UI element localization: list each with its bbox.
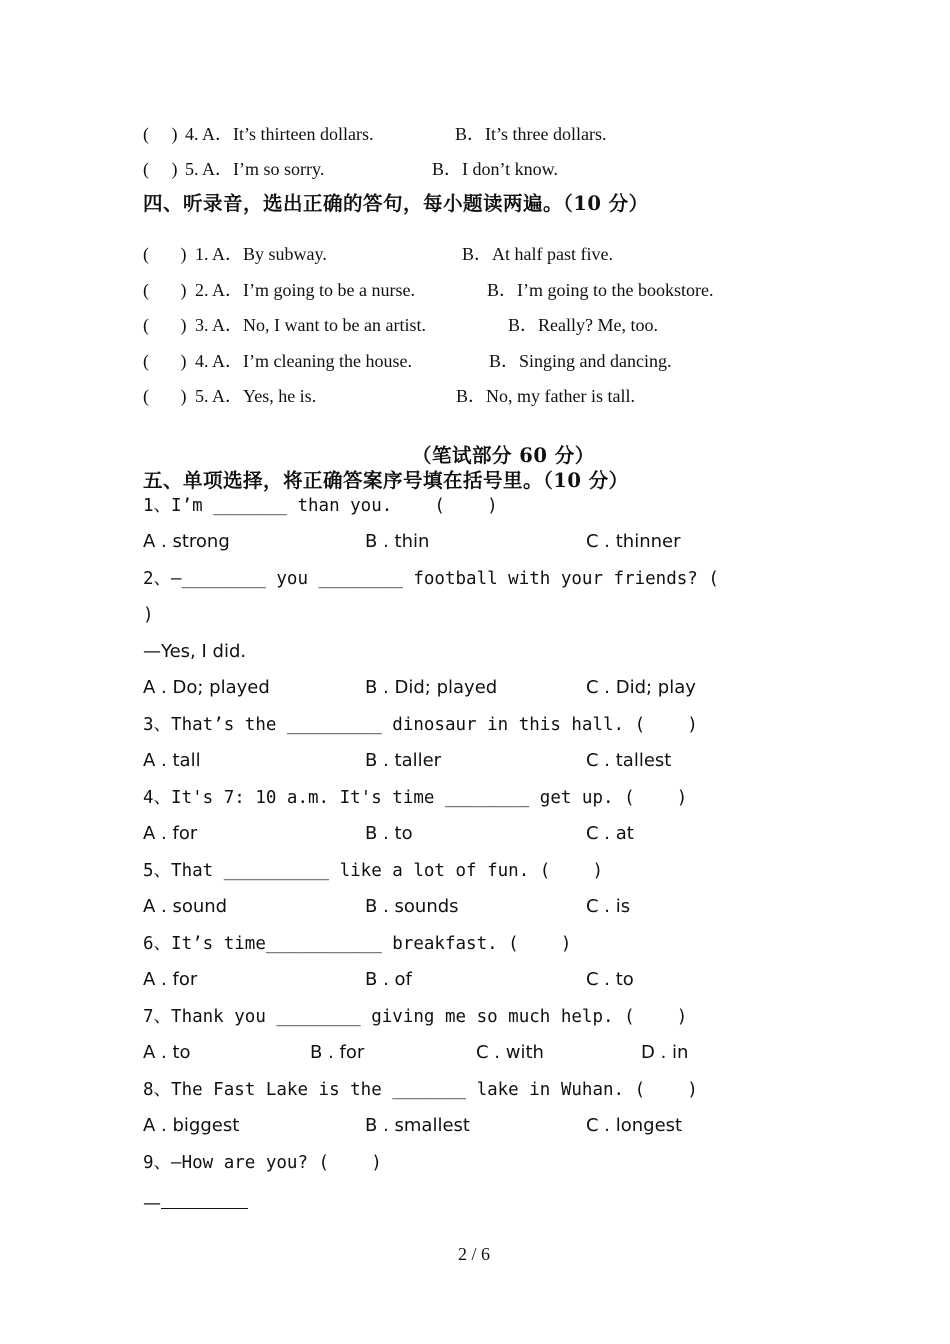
q2-option-b: B . Did; played: [365, 677, 498, 698]
q8-option-a: A . biggest: [143, 1115, 240, 1136]
q2-stem-continued: ): [143, 605, 154, 625]
s4-item-3-option-b: B．Really? Me, too.: [508, 315, 658, 335]
s4-item-2-option-b: B．I’m going to the bookstore.: [487, 280, 714, 300]
written-part-title: （笔试部分 60 分）: [412, 444, 595, 467]
q2-stem: 2、—________ you ________ football with your friends? (: [143, 569, 719, 589]
s4-item-5-option-b: B．No, my father is tall.: [456, 386, 635, 406]
s4-item-1-option-b: B．At half past five.: [462, 244, 613, 264]
s4-item-2-option-a: 2. A．I’m going to be a nurse.: [195, 280, 415, 300]
q5-stem: 5、That __________ like a lot of fun. ( ): [143, 861, 604, 881]
q7-option-b: B . for: [310, 1042, 365, 1063]
q3-option-c: C . tallest: [586, 750, 672, 771]
q5-option-b: B . sounds: [365, 896, 459, 917]
q9-answer-line: [143, 1192, 248, 1213]
s4-item-5-bracket: ( ): [143, 386, 187, 406]
q7-option-a: A . to: [143, 1042, 191, 1063]
s4-item-4-option-a: 4. A．I’m cleaning the house.: [195, 351, 412, 371]
section-5-heading: 五、单项选择，将正确答案序号填在括号里。（10 分）: [143, 469, 629, 492]
q1-option-c: C . thinner: [586, 531, 681, 552]
s4-item-5-option-a: 5. A．Yes, he is.: [195, 386, 317, 406]
q5-option-a: A . sound: [143, 896, 228, 917]
q1-option-b: B . thin: [365, 531, 430, 552]
q4-stem: 4、It's 7: 10 a.m. It's time ________ get up. ( ): [143, 788, 688, 808]
q3-option-a: A . tall: [143, 750, 201, 771]
s4-item-1-option-a: 1. A．By subway.: [195, 244, 327, 264]
listening-item-4-option-a: 4. A．It’s thirteen dollars.: [185, 124, 374, 144]
s4-item-1-bracket: ( ): [143, 244, 187, 264]
listening-item-5-bracket: ( ): [143, 159, 178, 179]
s4-item-2-bracket: ( ): [143, 280, 187, 300]
q2-option-c: C . Did; play: [586, 677, 696, 698]
q6-stem: 6、It’s time___________ breakfast. ( ): [143, 934, 572, 954]
q6-option-b: B . of: [365, 969, 412, 990]
page-number: 2 / 6: [458, 1244, 491, 1264]
q5-option-c: C . is: [586, 896, 631, 917]
q3-stem: 3、That’s the _________ dinosaur in this hall. ( ): [143, 715, 698, 735]
q4-option-a: A . for: [143, 823, 198, 844]
q9-answer-blank: [161, 1192, 248, 1209]
q7-option-c: C . with: [476, 1042, 544, 1063]
listening-item-5-option-a: 5. A．I’m so sorry.: [185, 159, 325, 179]
q1-option-a: A . strong: [143, 531, 230, 552]
q2-answer: —Yes, I did.: [143, 641, 247, 662]
q2-option-a: A . Do; played: [143, 677, 270, 698]
q4-option-b: B . to: [365, 823, 413, 844]
q1-stem: 1、I’m _______ than you. ( ): [143, 496, 498, 516]
q9-stem: 9、—How are you? ( ): [143, 1153, 382, 1173]
listening-item-4-option-b: B．It’s three dollars.: [455, 124, 607, 144]
q7-stem: 7、Thank you ________ giving me so much help. ( ): [143, 1007, 688, 1027]
s4-item-4-bracket: ( ): [143, 351, 187, 371]
q9-answer-dash: —: [143, 1193, 161, 1214]
s4-item-3-option-a: 3. A．No, I want to be an artist.: [195, 315, 426, 335]
s4-item-4-option-b: B．Singing and dancing.: [489, 351, 672, 371]
q8-stem: 8、The Fast Lake is the _______ lake in Wuhan. ( ): [143, 1080, 698, 1100]
listening-item-5-option-b: B．I don’t know.: [432, 159, 558, 179]
section-4-heading: 四、听录音，选出正确的答句，每小题读两遍。（10 分）: [143, 192, 649, 215]
q4-option-c: C . at: [586, 823, 634, 844]
q6-option-c: C . to: [586, 969, 634, 990]
q8-option-b: B . smallest: [365, 1115, 470, 1136]
q7-option-d: D . in: [641, 1042, 689, 1063]
q3-option-b: B . taller: [365, 750, 442, 771]
s4-item-3-bracket: ( ): [143, 315, 187, 335]
q8-option-c: C . longest: [586, 1115, 683, 1136]
q6-option-a: A . for: [143, 969, 198, 990]
listening-item-4-bracket: ( ): [143, 124, 178, 144]
